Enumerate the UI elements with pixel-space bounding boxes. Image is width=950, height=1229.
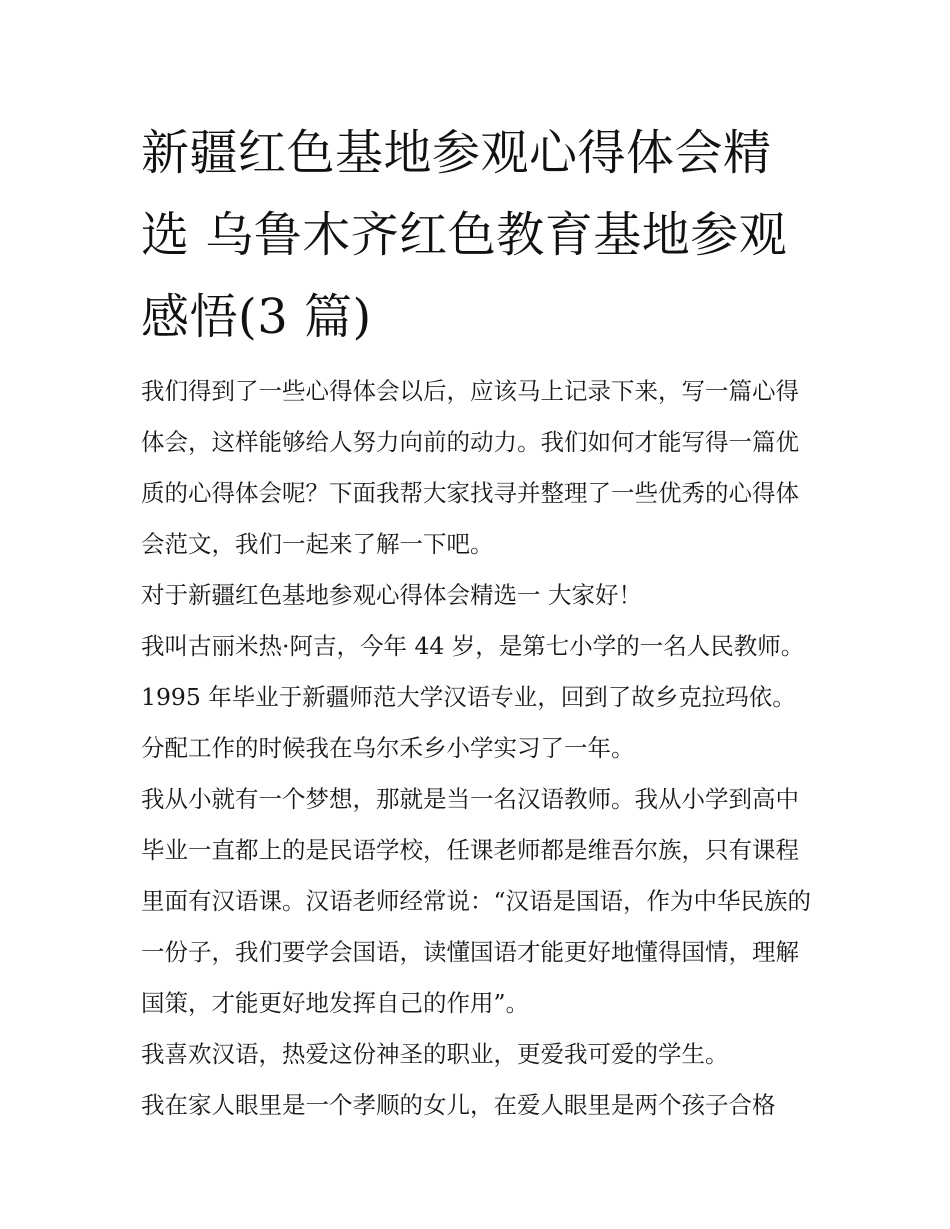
document-content	[141, 112, 816, 1131]
paragraph-greeting: 对于新疆红色基地参观心得体会精选一 大家好！	[141, 581, 642, 609]
paragraph-love-of-teaching: 我喜欢汉语，热爱这份神圣的职业，更爱我可爱的学生。	[141, 1040, 729, 1068]
paragraph-self-introduction: 我叫古丽米热·阿吉，今年 44 岁，是第七小学的一名人民教师。1995 年毕业于新疆师范大学汉语专业，回到了故乡克拉玛依。分配工作的时候我在乌尔禾乡小学实习了一年。	[141, 632, 805, 762]
paragraph-family: 我在家人眼里是一个孝顺的女儿，在爱人眼里是两个孩子合格	[141, 1091, 776, 1119]
paragraph-dream: 我从小就有一个梦想，那就是当一名汉语教师。我从小学到高中毕业一直都上的是民语学校，任课老师都是维吾尔族，只有课程里面有汉语课。汉语老师经常说：“汉语是国语，作为中华民族的一份子，我们要学会国语，读懂国语才能更好地懂得国情，理解国策，才能更好地发挥自己的作用”。	[141, 785, 812, 1017]
document-title: 新疆红色基地参观心得体会精选 乌鲁木齐红色教育基地参观感悟(3 篇)	[141, 125, 788, 345]
paragraph-intro: 我们得到了一些心得体会以后，应该马上记录下来，写一篇心得体会，这样能够给人努力向前的动力。我们如何才能写得一篇优质的心得体会呢？下面我帮大家找寻并整理了一些优秀的心得体会范文，我们一起来了解一下吧。	[141, 377, 799, 558]
